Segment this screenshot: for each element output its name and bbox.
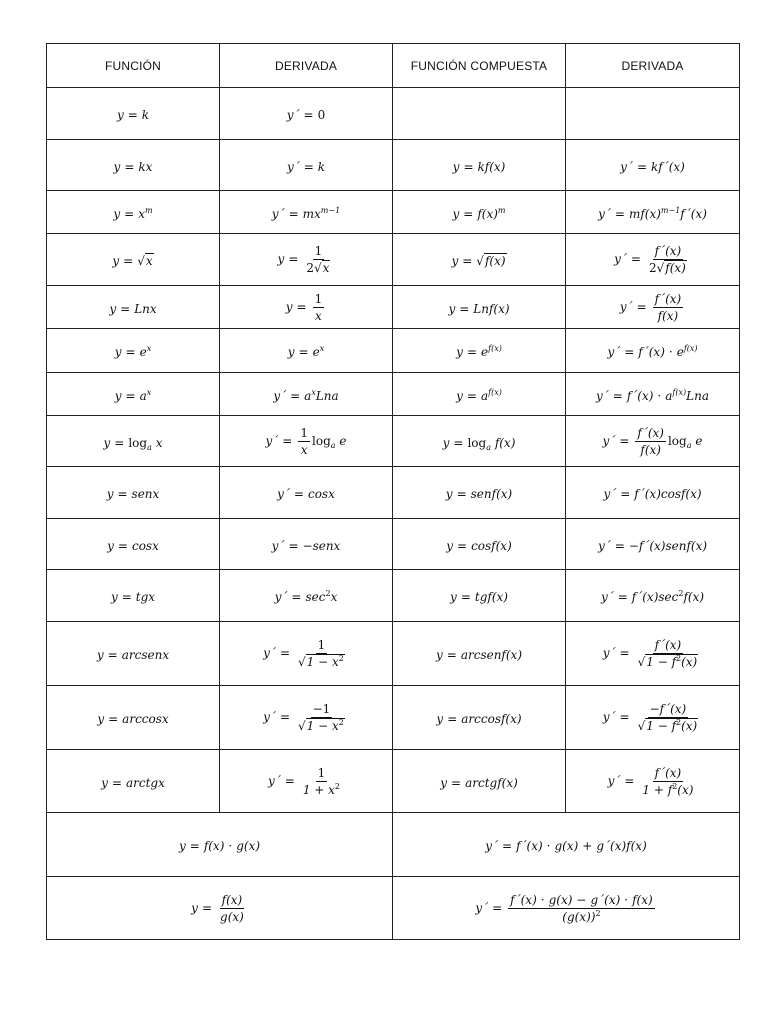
cell-derivative: y´ = $\frac{1}{x}$ $\log_a e$: [220, 416, 393, 467]
cell-composite: y = arccosf(x): [393, 686, 566, 750]
cell-composite: y = arctgf(x): [393, 750, 566, 813]
header-row: [47, 44, 740, 88]
cell-derivative: y´ = $\frac{1}{1 + x^2}$: [220, 750, 393, 813]
cell-composite: y = √f(x): [393, 234, 566, 286]
cell-composite: $y = f(x)^m$: [393, 191, 566, 234]
row-ln: [47, 286, 740, 329]
cell-product-function: y = f(x) · g(x): [47, 813, 393, 877]
row-product-rule: [47, 813, 740, 877]
header-derivada-compuesta: DERIVADA: [566, 44, 740, 88]
cell-composite-derivative: y´ = $\frac{f´(x)}{f(x)}$ $\log_a e$: [566, 416, 740, 467]
cell-function: $y = e^x$: [47, 329, 220, 373]
cell-composite-derivative-empty: [566, 88, 740, 140]
row-constant: [47, 88, 740, 140]
cell-composite-derivative: y´ = $f´(x)\sec^2f(x)$: [566, 570, 740, 622]
cell-function: y = kx: [47, 140, 220, 191]
cell-composite-derivative: y´ = $\frac{f´(x)}{2√f(x)}$: [566, 234, 740, 286]
cell-function: $y = x^m$: [47, 191, 220, 234]
row-aexp: [47, 373, 740, 416]
cell-function: y = k: [47, 88, 220, 140]
cell-composite: y = cosf(x): [393, 519, 566, 570]
cell-composite: y = arcsenf(x): [393, 622, 566, 686]
cell-composite-derivative: y´ = $\frac{f´(x)}{f(x)}$: [566, 286, 740, 329]
cell-derivative: y´ = $a^xLna$: [220, 373, 393, 416]
row-cos: [47, 519, 740, 570]
cell-function: $y = \log_a x$: [47, 416, 220, 467]
row-sen: [47, 467, 740, 519]
cell-composite: $y = \log_a f(x)$: [393, 416, 566, 467]
row-arccos: [47, 686, 740, 750]
cell-composite: $y = e^{f(x)}$: [393, 329, 566, 373]
cell-function: y = arctgx: [47, 750, 220, 813]
row-quotient-rule: [47, 877, 740, 940]
cell-function: y = senx: [47, 467, 220, 519]
header-derivada: DERIVADA: [220, 44, 393, 88]
cell-function: y = arccosx: [47, 686, 220, 750]
cell-function: y = cosx: [47, 519, 220, 570]
cell-composite-derivative: y´ = −f´(x)senf(x): [566, 519, 740, 570]
cell-function: y = tgx: [47, 570, 220, 622]
row-tg: [47, 570, 740, 622]
cell-composite: y = kf(x): [393, 140, 566, 191]
cell-composite-derivative: y´ = $\frac{f´(x)}{1 + f^2(x)}$: [566, 750, 740, 813]
cell-derivative: y´ = 0: [220, 88, 393, 140]
cell-derivative: y´ = −senx: [220, 519, 393, 570]
cell-derivative: y´ = k: [220, 140, 393, 191]
cell-composite-derivative: y´ = $mf(x)^{m-1}f´(x)$: [566, 191, 740, 234]
cell-derivative: y = $\frac{1}{x}$: [220, 286, 393, 329]
cell-composite-derivative: y´ = f´(x) · $e^{f(x)}$: [566, 329, 740, 373]
row-kx: [47, 140, 740, 191]
row-arctg: [47, 750, 740, 813]
cell-derivative: y = $\frac{1}{2√x}$: [220, 234, 393, 286]
cell-composite: $y = a^{f(x)}$: [393, 373, 566, 416]
cell-derivative: y´ = $\frac{-1}{√1 - x^2}$: [220, 686, 393, 750]
cell-derivative: y´ = cosx: [220, 467, 393, 519]
header-funcion-compuesta: FUNCIÓN COMPUESTA: [393, 44, 566, 88]
cell-derivative: y´ = $\sec^2x$: [220, 570, 393, 622]
cell-composite-derivative: y´ = f´(x) · $a^{f(x)}Lna$: [566, 373, 740, 416]
cell-function: $y = a^x$: [47, 373, 220, 416]
cell-function: y = arcsenx: [47, 622, 220, 686]
row-arcsen: [47, 622, 740, 686]
cell-composite-derivative: y´ = f´(x)cosf(x): [566, 467, 740, 519]
row-power: [47, 191, 740, 234]
cell-quotient-derivative: y´ = $\frac{f´(x) \cdot g(x) - g´(x) \cdot f(x)}{(g(x))^2}$: [393, 877, 740, 940]
cell-composite: y = senf(x): [393, 467, 566, 519]
cell-derivative: $y = e^x$: [220, 329, 393, 373]
cell-derivative: y´ = $mx^{m-1}$: [220, 191, 393, 234]
cell-product-derivative: y´ = f´(x) · g(x) + g´(x)f(x): [393, 813, 740, 877]
cell-function: y = √x: [47, 234, 220, 286]
row-exp: [47, 329, 740, 373]
cell-derivative: y´ = $\frac{1}{√1 - x^2}$: [220, 622, 393, 686]
cell-function: y = Lnx: [47, 286, 220, 329]
derivatives-table: [46, 43, 740, 940]
cell-composite-derivative: y´ = $\frac{-f´(x)}{√1 - f^2(x)}$: [566, 686, 740, 750]
cell-composite: y = Lnf(x): [393, 286, 566, 329]
header-funcion: FUNCIÓN: [47, 44, 220, 88]
cell-composite-derivative: y´ = kf´(x): [566, 140, 740, 191]
row-sqrt: [47, 234, 740, 286]
cell-composite-empty: [393, 88, 566, 140]
cell-composite: y = tgf(x): [393, 570, 566, 622]
cell-quotient-function: y = $\frac{f(x)}{g(x)}$: [47, 877, 393, 940]
cell-composite-derivative: y´ = $\frac{f´(x)}{√1 - f^2(x)}$: [566, 622, 740, 686]
row-log: [47, 416, 740, 467]
